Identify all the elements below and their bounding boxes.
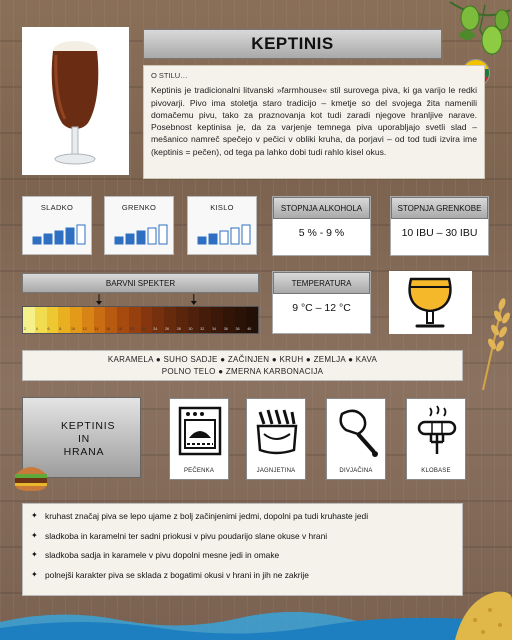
tulip-glass-icon	[22, 27, 129, 175]
spectrum-tick-label: 40	[247, 327, 252, 331]
spectrum-swatch	[246, 307, 258, 333]
spectrum-swatch	[35, 307, 47, 333]
spectrum-tick-label: 34	[212, 327, 216, 331]
bitterness-label: STOPNJA GRENKOBE	[391, 197, 488, 219]
spectrum-swatch	[47, 307, 62, 333]
water-splash-decoration-icon	[0, 604, 512, 640]
spectrum-marker-arrow-icon	[96, 301, 102, 305]
food-card-sausage	[406, 398, 466, 480]
color-spectrum	[22, 273, 259, 335]
color-spectrum-markers	[22, 293, 259, 306]
pairing-text: sladkoba in karamelni ter sadni priokusi v pivu poudarijo slane okuse v hrani	[45, 530, 328, 541]
alcohol-card	[272, 196, 371, 256]
food-title-line-3: HRANA	[63, 446, 105, 458]
spectrum-tick-label: 14	[94, 327, 99, 331]
spectrum-swatch	[164, 307, 176, 333]
game-leg-icon	[334, 404, 380, 460]
food-label-game: DIVJAČINA	[339, 468, 373, 474]
pairing-text: kruhast značaj piva se lepo ujame z bolj začinjenimi jedmi, dopolni pa tudi kruhaste jedi	[45, 511, 369, 521]
spectrum-swatch	[82, 307, 94, 333]
pairing-item	[31, 570, 454, 580]
snifter-glass-icon	[389, 271, 472, 334]
food-title-line-1: KEPTINIS	[61, 420, 116, 432]
food-title-line-2: IN	[77, 433, 91, 445]
spectrum-swatch	[152, 307, 164, 333]
spectrum-tick-label: 6	[47, 327, 50, 331]
taste-level-bar	[231, 228, 239, 244]
beer-glass-image	[22, 27, 129, 175]
style-description	[143, 65, 485, 179]
bitterness-value: 10 IBU – 30 IBU	[401, 227, 478, 239]
taste-bitter-card	[104, 196, 174, 255]
taste-level-bar	[55, 231, 63, 244]
spectrum-tick-label: 30	[188, 327, 193, 331]
spectrum-tick-label: 8	[59, 327, 62, 331]
wheat-decoration-icon	[478, 290, 512, 390]
spectrum-swatch	[235, 307, 247, 333]
pairing-item	[31, 511, 454, 521]
food-label-sausage: KLOBASE	[421, 468, 451, 474]
spectrum-tick-label: 10	[71, 327, 75, 331]
spectrum-tick-label: 24	[153, 327, 158, 331]
taste-sour-card	[187, 196, 257, 255]
spectrum-swatch	[105, 307, 117, 333]
spectrum-swatch	[223, 307, 235, 333]
grain-pile-decoration-icon	[455, 580, 512, 640]
spectrum-swatch	[176, 307, 188, 333]
style-label: O STILU…	[151, 71, 188, 80]
taste-level-bar	[198, 237, 206, 244]
spectrum-swatch	[23, 307, 35, 333]
spectrum-swatch	[188, 307, 200, 333]
flavor-line-1: KARAMELA ● SUHO SADJE ● ZAČINJEN ● KRUH ● ZEMLJA ● KAVA	[107, 355, 378, 364]
bullet-star-icon: ✦	[31, 550, 38, 559]
taste-level-bar	[220, 231, 228, 244]
taste-bitter-bars	[105, 197, 175, 256]
taste-sour-bars	[188, 197, 258, 256]
burger-icon	[12, 462, 50, 492]
spectrum-tick-label: 36	[223, 327, 228, 331]
spectrum-swatch	[211, 307, 223, 333]
food-card-game	[326, 398, 386, 480]
spectrum-swatch	[94, 307, 106, 333]
oven-roast-icon	[177, 404, 223, 460]
spectrum-swatch	[199, 307, 211, 333]
taste-level-bar	[115, 237, 123, 244]
taste-level-bar	[33, 237, 41, 244]
food-card-lamb	[246, 398, 306, 480]
taste-bitter-label: GRENKO	[121, 203, 157, 212]
page-title: KEPTINIS	[143, 29, 442, 59]
sausage-fork-icon	[414, 404, 460, 460]
style-text: Keptinis je tradicionalni litvanski »farmhouse« stil surovega piva, ki ga varijo le redki pivovarji. Pivo ima stoletja staro tradicijo – kmetje so del svojega žita namenili domačemu pivu, tako za praznovanja kot tudi zaradi njegove hranljive narave. Posebnost keptinisa je, da za varjenje temnega piva uporabljajo svetli slad – mešanico namreč spečejo v pečici v obliki kruha, da porjavi – od tod tudi izvira ime (keptinis = pečen), od tega pa lahko dobi tudi rahlo kisel okus.	[151, 85, 477, 157]
taste-level-bar	[126, 234, 134, 244]
temperature-card	[272, 271, 371, 334]
spectrum-tick-label: 20	[129, 327, 134, 331]
taste-level-bar	[209, 234, 217, 244]
spectrum-tick-label: 38	[235, 327, 240, 331]
taste-sour-label: KISLO	[210, 203, 234, 212]
flavor-notes	[22, 350, 463, 381]
bullet-star-icon: ✦	[31, 511, 38, 520]
spectrum-marker-arrow-icon	[191, 301, 197, 305]
taste-level-bar	[44, 234, 52, 244]
alcohol-label: STOPNJA ALKOHOLA	[273, 197, 370, 219]
pairing-notes	[22, 503, 463, 596]
color-spectrum-label: BARVNI SPEKTER	[22, 273, 259, 293]
lamb-rack-icon	[254, 404, 300, 460]
food-label-roast: PEČENKA	[183, 468, 215, 474]
spectrum-swatch	[129, 307, 141, 333]
spectrum-tick-label: 28	[176, 327, 181, 331]
taste-sweet-bars	[23, 197, 93, 256]
taste-level-bar	[137, 231, 145, 244]
pairing-text: sladkoba sadja in karamele v pivu dopolni mesne jedi in omake	[45, 550, 280, 560]
serving-glass-card	[389, 271, 472, 334]
temperature-label: TEMPERATURA	[273, 272, 370, 294]
temperature-value: 9 °C – 12 °C	[292, 302, 351, 314]
pairing-text: polnejši karakter piva se sklada z bogatimi okusi v hrani in jih ne zakrije	[45, 569, 309, 580]
taste-level-bar	[242, 225, 250, 244]
pairing-item	[31, 550, 454, 560]
spectrum-tick-label: 2	[24, 327, 26, 331]
spectrum-swatch	[58, 307, 70, 333]
bullet-star-icon: ✦	[31, 569, 38, 579]
alcohol-value: 5 % - 9 %	[298, 227, 345, 239]
pairing-item	[31, 531, 454, 541]
spectrum-tick-label: 32	[200, 327, 205, 331]
spectrum-tick-label: 4	[35, 327, 38, 331]
spectrum-swatch	[117, 307, 129, 333]
taste-level-bar	[77, 225, 85, 244]
food-pairing-title	[61, 420, 116, 459]
taste-sweet-label: SLADKO	[40, 203, 74, 212]
taste-level-bar	[148, 228, 156, 244]
taste-level-bar	[66, 228, 74, 244]
bitterness-card	[390, 196, 489, 256]
taste-sweet-card	[22, 196, 92, 255]
food-card-roast	[169, 398, 229, 480]
spectrum-tick-label: 18	[118, 327, 122, 331]
spectrum-tick-label: 22	[141, 327, 146, 331]
color-spectrum-bar	[22, 306, 259, 334]
bullet-star-icon: ✦	[31, 530, 38, 540]
spectrum-swatch	[141, 307, 153, 333]
spectrum-tick-label: 26	[165, 327, 169, 331]
spectrum-tick-label: 12	[82, 327, 87, 331]
spectrum-tick-label: 16	[106, 327, 111, 331]
flavor-line-2: POLNO TELO ● ZMERNA KARBONACIJA	[161, 367, 324, 376]
taste-level-bar	[159, 225, 167, 244]
spectrum-swatch	[70, 307, 82, 333]
food-label-lamb: JAGNJETINA	[256, 468, 296, 474]
